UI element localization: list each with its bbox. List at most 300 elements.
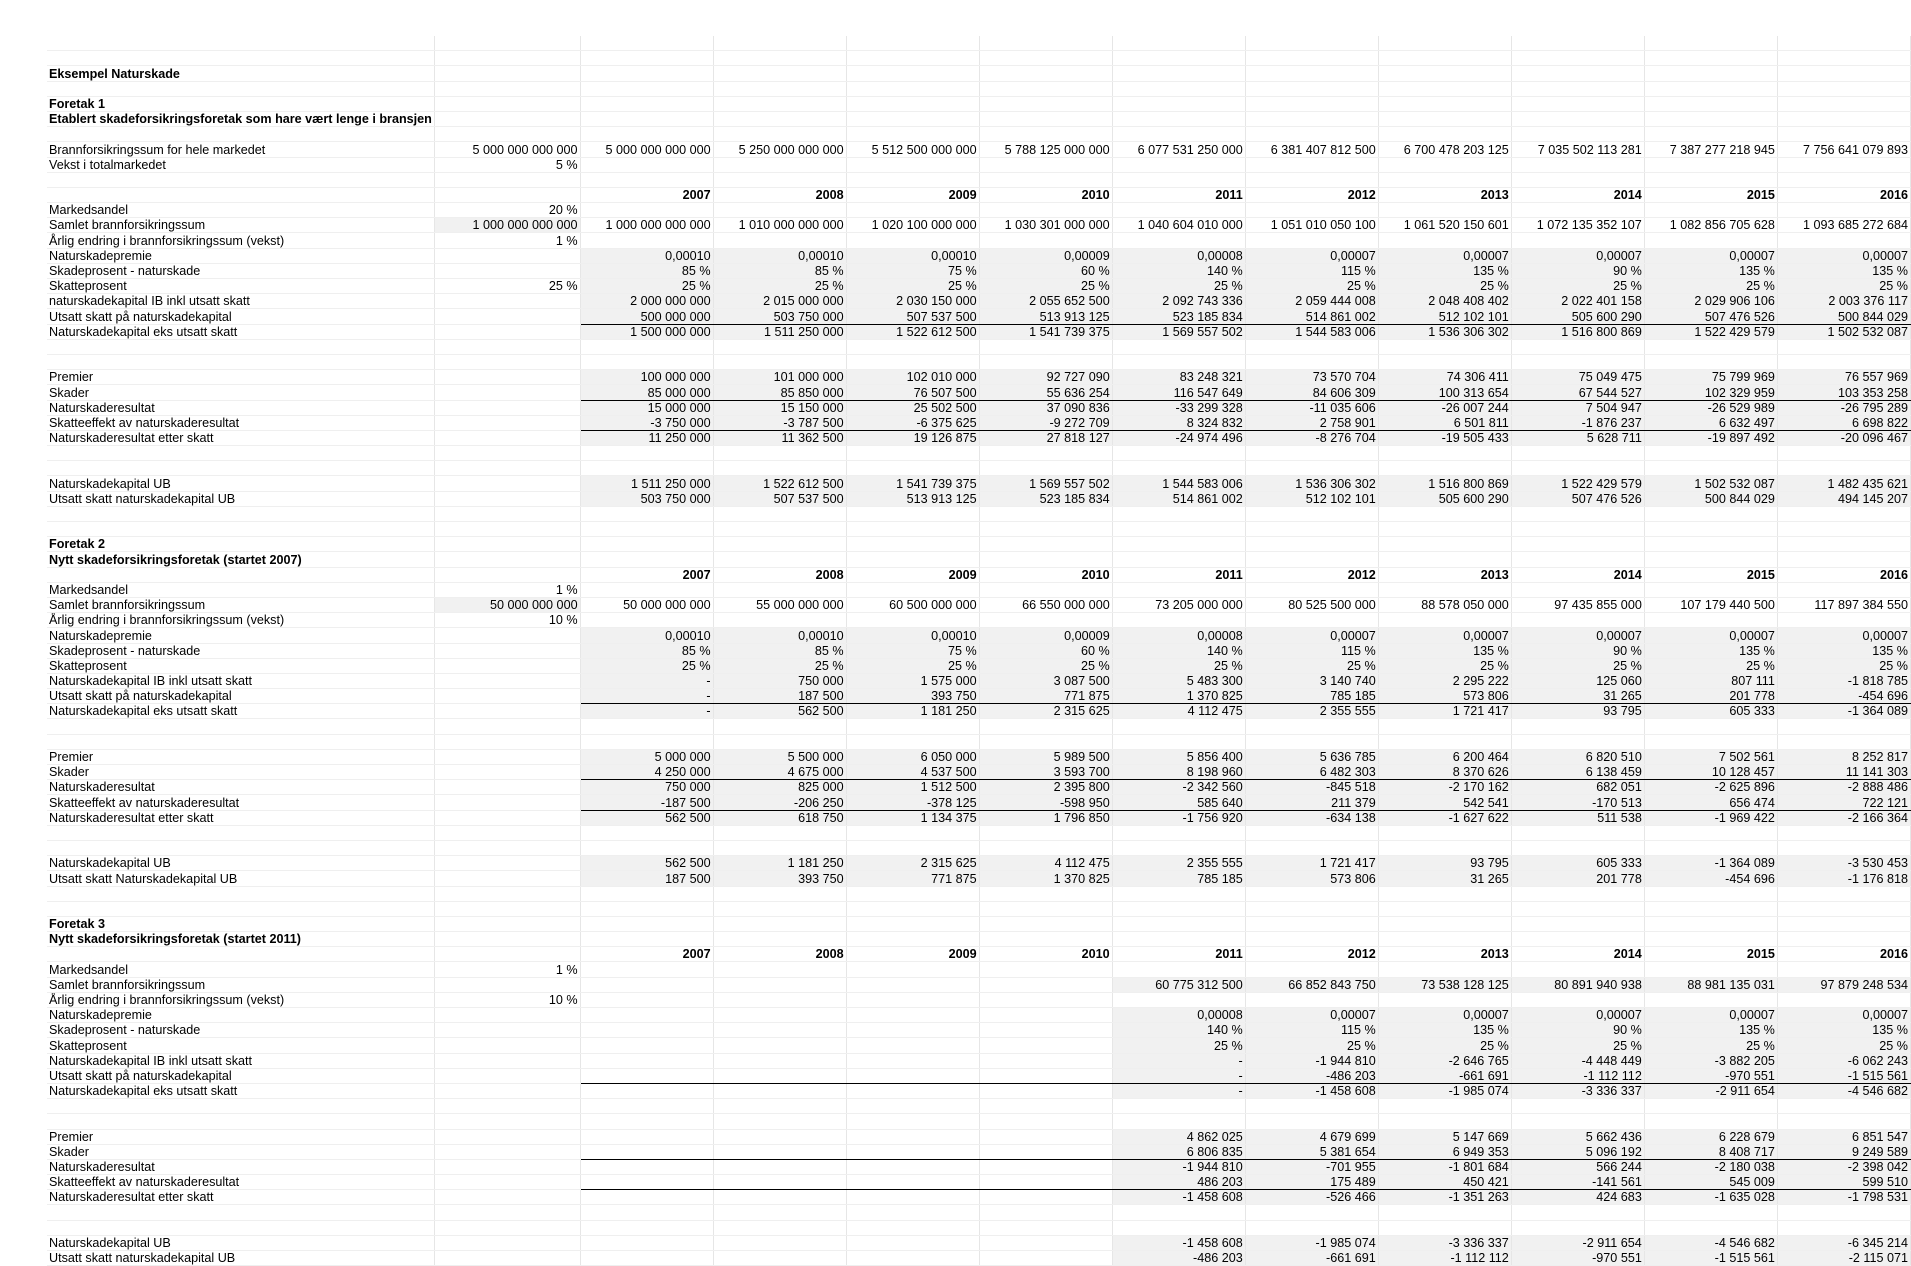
cell[interactable] <box>1112 1099 1245 1114</box>
foretak1-skader-2016[interactable]: 103 353 258 <box>1777 385 1910 400</box>
cell[interactable] <box>846 1205 979 1220</box>
cell[interactable] <box>1644 901 1777 916</box>
cell[interactable] <box>1644 127 1777 142</box>
cell[interactable] <box>1777 461 1910 476</box>
cell[interactable] <box>1511 932 1644 947</box>
foretak2-resultat-2011[interactable]: -2 342 560 <box>1112 780 1245 795</box>
foretak2-premier-2008[interactable]: 5 500 000 <box>713 749 846 764</box>
foretak1-skadeprosent-2010[interactable]: 60 % <box>979 263 1112 278</box>
cell[interactable] <box>47 947 434 962</box>
cell[interactable] <box>1112 825 1245 840</box>
foretak1-samlet-2011[interactable]: 1 040 604 010 000 <box>1112 218 1245 233</box>
foretak2-skatteeffekt-2012[interactable]: 211 379 <box>1245 795 1378 810</box>
cell[interactable] <box>47 825 434 840</box>
cell[interactable] <box>1644 446 1777 461</box>
cell[interactable] <box>1245 36 1378 51</box>
foretak2-skatteeffekt-2010[interactable]: -598 950 <box>979 795 1112 810</box>
cell[interactable] <box>713 886 846 901</box>
foretak2-markedsandel-label[interactable]: Markedsandel <box>47 582 434 597</box>
foretak1-ub-2010[interactable]: 1 569 557 502 <box>979 476 1112 491</box>
cell[interactable] <box>434 1114 580 1129</box>
foretak3-etter-2010[interactable] <box>979 1190 1112 1205</box>
foretak1-premier-2013[interactable]: 74 306 411 <box>1378 370 1511 385</box>
foretak2-utsatt-2011[interactable]: 1 370 825 <box>1112 689 1245 704</box>
cell[interactable] <box>1511 825 1644 840</box>
foretak3-skader-2009[interactable] <box>846 1144 979 1159</box>
foretak2-eks-2007[interactable]: - <box>580 704 713 719</box>
foretak3-skader-2013[interactable]: 6 949 353 <box>1378 1144 1511 1159</box>
cell[interactable] <box>1511 901 1644 916</box>
cell[interactable] <box>979 51 1112 66</box>
cell[interactable] <box>1777 886 1910 901</box>
year-2016[interactable]: 2016 <box>1777 947 1910 962</box>
foretak2-premier-2015[interactable]: 7 502 561 <box>1644 749 1777 764</box>
foretak3-skatteeffekt-2007[interactable] <box>580 1175 713 1190</box>
foretak1-samlet-2012[interactable]: 1 051 010 050 100 <box>1245 218 1378 233</box>
foretak2-skadeprosent-param[interactable] <box>434 643 580 658</box>
cell[interactable] <box>1112 339 1245 354</box>
cell[interactable] <box>846 81 979 96</box>
foretak1-utsatt-2007[interactable]: 500 000 000 <box>580 309 713 324</box>
foretak2-resultat-2014[interactable]: 682 051 <box>1511 780 1644 795</box>
cell[interactable] <box>580 203 713 218</box>
foretak2-ib_inkl-2013[interactable]: 2 295 222 <box>1378 673 1511 688</box>
foretak3-skader-2010[interactable] <box>979 1144 1112 1159</box>
foretak3-premie_sats-2008[interactable] <box>713 1008 846 1023</box>
foretak3-ub-param[interactable] <box>434 1235 580 1250</box>
year-2016[interactable]: 2016 <box>1777 567 1910 582</box>
cell[interactable] <box>1378 537 1511 552</box>
foretak2-eks-2016[interactable]: -1 364 089 <box>1777 704 1910 719</box>
cell[interactable] <box>47 81 434 96</box>
foretak1-skader-2008[interactable]: 85 850 000 <box>713 385 846 400</box>
cell[interactable] <box>846 461 979 476</box>
foretak1-samlet-2007[interactable]: 1 000 000 000 000 <box>580 218 713 233</box>
foretak2-ib_inkl-2015[interactable]: 807 111 <box>1644 673 1777 688</box>
cell[interactable] <box>434 51 580 66</box>
cell[interactable] <box>1644 66 1777 81</box>
cell[interactable] <box>1644 1114 1777 1129</box>
cell[interactable] <box>434 187 580 202</box>
cell[interactable] <box>1644 96 1777 111</box>
foretak2-ub-2014[interactable]: 605 333 <box>1511 856 1644 871</box>
foretak3-skadeprosent-label[interactable]: Skadeprosent - naturskade <box>47 1023 434 1038</box>
foretak3-skader-param[interactable] <box>434 1144 580 1159</box>
foretak3-skatteeffekt-2014[interactable]: -141 561 <box>1511 1175 1644 1190</box>
cell[interactable] <box>434 734 580 749</box>
foretak2-resultat-label[interactable]: Naturskaderesultat <box>47 780 434 795</box>
cell[interactable] <box>713 157 846 172</box>
foretak2-utsatt-2013[interactable]: 573 806 <box>1378 689 1511 704</box>
foretak3-skatteeffekt-2008[interactable] <box>713 1175 846 1190</box>
cell[interactable] <box>434 916 580 931</box>
foretak2-skatteprosent-2016[interactable]: 25 % <box>1777 658 1910 673</box>
foretak2-skadeprosent-2012[interactable]: 115 % <box>1245 643 1378 658</box>
cell[interactable] <box>846 1114 979 1129</box>
cell[interactable] <box>434 825 580 840</box>
cell[interactable] <box>1777 825 1910 840</box>
foretak3-ub-2007[interactable] <box>580 1235 713 1250</box>
foretak1-utsatt_ub-2013[interactable]: 505 600 290 <box>1378 491 1511 506</box>
cell[interactable] <box>713 111 846 126</box>
cell[interactable] <box>713 506 846 521</box>
foretak1-skatteprosent-2007[interactable]: 25 % <box>580 279 713 294</box>
cell[interactable] <box>1777 613 1910 628</box>
cell[interactable] <box>434 1205 580 1220</box>
cell[interactable] <box>1112 157 1245 172</box>
cell[interactable] <box>47 840 434 855</box>
foretak2-resultat-2013[interactable]: -2 170 162 <box>1378 780 1511 795</box>
cell[interactable] <box>580 81 713 96</box>
cell[interactable] <box>1245 719 1378 734</box>
foretak2-ub-2010[interactable]: 4 112 475 <box>979 856 1112 871</box>
foretak3-resultat-2014[interactable]: 566 244 <box>1511 1159 1644 1174</box>
foretak1-eks-2013[interactable]: 1 536 306 302 <box>1378 324 1511 339</box>
foretak2-premier-label[interactable]: Premier <box>47 749 434 764</box>
foretak1-skadeprosent-2007[interactable]: 85 % <box>580 263 713 278</box>
cell[interactable] <box>580 734 713 749</box>
cell[interactable] <box>580 1099 713 1114</box>
cell[interactable] <box>580 96 713 111</box>
cell[interactable] <box>580 582 713 597</box>
foretak3-skatteprosent-2016[interactable]: 25 % <box>1777 1038 1910 1053</box>
cell[interactable] <box>846 172 979 187</box>
foretak1-skadeprosent-2012[interactable]: 115 % <box>1245 263 1378 278</box>
cell[interactable] <box>1511 734 1644 749</box>
cell[interactable] <box>580 613 713 628</box>
cell[interactable] <box>580 1205 713 1220</box>
cell[interactable] <box>1245 1099 1378 1114</box>
foretak3-utsatt_ub-2009[interactable] <box>846 1251 979 1266</box>
foretak3-resultat-2009[interactable] <box>846 1159 979 1174</box>
cell[interactable] <box>1777 537 1910 552</box>
foretak1-skatteprosent-2012[interactable]: 25 % <box>1245 279 1378 294</box>
foretak2-utsatt-param[interactable] <box>434 689 580 704</box>
foretak3-resultat-label[interactable]: Naturskaderesultat <box>47 1159 434 1174</box>
foretak1-utsatt_ub-param[interactable] <box>434 491 580 506</box>
cell[interactable] <box>1644 1099 1777 1114</box>
foretak1-etter-2008[interactable]: 11 362 500 <box>713 430 846 445</box>
cell[interactable] <box>1511 233 1644 248</box>
cell[interactable] <box>979 461 1112 476</box>
foretak1-skader-param[interactable] <box>434 385 580 400</box>
foretak1-skatteprosent-2013[interactable]: 25 % <box>1378 279 1511 294</box>
foretak2-samlet-2012[interactable]: 80 525 500 000 <box>1245 597 1378 612</box>
cell[interactable] <box>713 962 846 977</box>
cell[interactable] <box>713 51 846 66</box>
foretak1-skatteprosent-2008[interactable]: 25 % <box>713 279 846 294</box>
cell[interactable] <box>1777 111 1910 126</box>
cell[interactable] <box>434 522 580 537</box>
cell[interactable] <box>1378 886 1511 901</box>
foretak3-utsatt-2007[interactable] <box>580 1068 713 1083</box>
cell[interactable] <box>979 1205 1112 1220</box>
foretak2-skatteprosent-2011[interactable]: 25 % <box>1112 658 1245 673</box>
foretak1-samlet-2016[interactable]: 1 093 685 272 684 <box>1777 218 1910 233</box>
cell[interactable] <box>846 992 979 1007</box>
cell[interactable] <box>47 51 434 66</box>
cell[interactable] <box>846 719 979 734</box>
foretak2-skatteeffekt-2013[interactable]: 542 541 <box>1378 795 1511 810</box>
foretak1-premie_sats-2011[interactable]: 0,00008 <box>1112 248 1245 263</box>
foretak2-resultat-2007[interactable]: 750 000 <box>580 780 713 795</box>
foretak3-ub-2008[interactable] <box>713 1235 846 1250</box>
cell[interactable] <box>979 537 1112 552</box>
cell[interactable] <box>846 734 979 749</box>
foretak2-premie_sats-param[interactable] <box>434 628 580 643</box>
cell[interactable] <box>1378 461 1511 476</box>
foretak2-skatteeffekt-2015[interactable]: 656 474 <box>1644 795 1777 810</box>
cell[interactable] <box>1378 582 1511 597</box>
cell[interactable] <box>1777 506 1910 521</box>
foretak1-etter-2010[interactable]: 27 818 127 <box>979 430 1112 445</box>
foretak1-utsatt_ub-2009[interactable]: 513 913 125 <box>846 491 979 506</box>
foretak3-ib_inkl-label[interactable]: Naturskadekapital IB inkl utsatt skatt <box>47 1053 434 1068</box>
foretak2-etter-param[interactable] <box>434 810 580 825</box>
foretak1-ib_inkl-2015[interactable]: 2 029 906 106 <box>1644 294 1777 309</box>
foretak1-skatteprosent-2015[interactable]: 25 % <box>1644 279 1777 294</box>
foretak3-premie_sats-2011[interactable]: 0,00008 <box>1112 1008 1245 1023</box>
foretak3-samlet-2014[interactable]: 80 891 940 938 <box>1511 977 1644 992</box>
foretak2-skatteeffekt-2009[interactable]: -378 125 <box>846 795 979 810</box>
cell[interactable] <box>1245 446 1378 461</box>
foretak2-skatteeffekt-2007[interactable]: -187 500 <box>580 795 713 810</box>
foretak2-resultat-2015[interactable]: -2 625 896 <box>1644 780 1777 795</box>
cell[interactable] <box>580 51 713 66</box>
cell[interactable] <box>1378 962 1511 977</box>
cell[interactable] <box>1644 172 1777 187</box>
cell[interactable] <box>1511 522 1644 537</box>
foretak3-ib_inkl-2012[interactable]: -1 944 810 <box>1245 1053 1378 1068</box>
cell[interactable] <box>47 506 434 521</box>
foretak3-samlet-2009[interactable] <box>846 977 979 992</box>
cell[interactable] <box>1378 111 1511 126</box>
cell[interactable] <box>580 522 713 537</box>
foretak1-skatteeffekt-2007[interactable]: -3 750 000 <box>580 415 713 430</box>
foretak1-samlet-2013[interactable]: 1 061 520 150 601 <box>1378 218 1511 233</box>
foretak3-resultat-2013[interactable]: -1 801 684 <box>1378 1159 1511 1174</box>
foretak3-skatteprosent-2007[interactable] <box>580 1038 713 1053</box>
cell[interactable] <box>846 840 979 855</box>
foretak3-ib_inkl-2007[interactable] <box>580 1053 713 1068</box>
foretak3-samlet-label[interactable]: Samlet brannforsikringssum <box>47 977 434 992</box>
foretak2-utsatt_ub-2007[interactable]: 187 500 <box>580 871 713 886</box>
foretak1-utsatt-2016[interactable]: 500 844 029 <box>1777 309 1910 324</box>
foretak1-resultat-2010[interactable]: 37 090 836 <box>979 400 1112 415</box>
cell[interactable] <box>1378 840 1511 855</box>
foretak2-ib_inkl-2008[interactable]: 750 000 <box>713 673 846 688</box>
cell[interactable] <box>47 1099 434 1114</box>
foretak3-premie_sats-2014[interactable]: 0,00007 <box>1511 1008 1644 1023</box>
cell[interactable] <box>1245 992 1378 1007</box>
foretak3-skatteprosent-2009[interactable] <box>846 1038 979 1053</box>
foretak3-eks-2009[interactable] <box>846 1083 979 1098</box>
cell[interactable] <box>434 947 580 962</box>
cell[interactable] <box>979 552 1112 567</box>
cell[interactable] <box>1511 613 1644 628</box>
foretak1-ub-2015[interactable]: 1 502 532 087 <box>1644 476 1777 491</box>
foretak2-etter-2012[interactable]: -634 138 <box>1245 810 1378 825</box>
foretak3-skatteeffekt-2012[interactable]: 175 489 <box>1245 1175 1378 1190</box>
foretak2-etter-label[interactable]: Naturskaderesultat etter skatt <box>47 810 434 825</box>
foretak1-eks-2009[interactable]: 1 522 612 500 <box>846 324 979 339</box>
foretak1-resultat-label[interactable]: Naturskaderesultat <box>47 400 434 415</box>
foretak3-ub-2012[interactable]: -1 985 074 <box>1245 1235 1378 1250</box>
cell[interactable] <box>580 886 713 901</box>
foretak3-skadeprosent-2012[interactable]: 115 % <box>1245 1023 1378 1038</box>
foretak3-resultat-param[interactable] <box>434 1159 580 1174</box>
cell[interactable] <box>1378 719 1511 734</box>
foretak1-utsatt-2012[interactable]: 514 861 002 <box>1245 309 1378 324</box>
cell[interactable] <box>1112 36 1245 51</box>
foretak2-resultat-2016[interactable]: -2 888 486 <box>1777 780 1910 795</box>
cell[interactable] <box>1378 51 1511 66</box>
cell[interactable] <box>1511 1205 1644 1220</box>
foretak3-etter-2015[interactable]: -1 635 028 <box>1644 1190 1777 1205</box>
foretak1-samlet-2014[interactable]: 1 072 135 352 107 <box>1511 218 1644 233</box>
foretak2-ib_inkl-2012[interactable]: 3 140 740 <box>1245 673 1378 688</box>
foretak2-resultat-2009[interactable]: 1 512 500 <box>846 780 979 795</box>
foretak2-eks-2012[interactable]: 2 355 555 <box>1245 704 1378 719</box>
cell[interactable] <box>979 825 1112 840</box>
foretak2-utsatt-2012[interactable]: 785 185 <box>1245 689 1378 704</box>
foretak3-utsatt_ub-2011[interactable]: -486 203 <box>1112 1251 1245 1266</box>
foretak3-premier-2009[interactable] <box>846 1129 979 1144</box>
foretak2-premier-2011[interactable]: 5 856 400 <box>1112 749 1245 764</box>
foretak2-eks-2015[interactable]: 605 333 <box>1644 704 1777 719</box>
cell[interactable] <box>979 522 1112 537</box>
foretak3-utsatt_ub-2010[interactable] <box>979 1251 1112 1266</box>
foretak3-ib_inkl-2013[interactable]: -2 646 765 <box>1378 1053 1511 1068</box>
foretak3-premier-2011[interactable]: 4 862 025 <box>1112 1129 1245 1144</box>
market-sum-5[interactable]: 6 077 531 250 000 <box>1112 142 1245 157</box>
cell[interactable] <box>979 613 1112 628</box>
foretak1-ib_inkl-2009[interactable]: 2 030 150 000 <box>846 294 979 309</box>
foretak3-etter-label[interactable]: Naturskaderesultat etter skatt <box>47 1190 434 1205</box>
cell[interactable] <box>1777 552 1910 567</box>
foretak3-skader-2015[interactable]: 8 408 717 <box>1644 1144 1777 1159</box>
foretak1-etter-2009[interactable]: 19 126 875 <box>846 430 979 445</box>
foretak3-ub-2009[interactable] <box>846 1235 979 1250</box>
foretak3-eks-2016[interactable]: -4 546 682 <box>1777 1083 1910 1098</box>
cell[interactable] <box>1245 734 1378 749</box>
cell[interactable] <box>1112 446 1245 461</box>
foretak3-premier-label[interactable]: Premier <box>47 1129 434 1144</box>
foretak2-utsatt-2008[interactable]: 187 500 <box>713 689 846 704</box>
cell[interactable] <box>1112 51 1245 66</box>
foretak2-premie_sats-2013[interactable]: 0,00007 <box>1378 628 1511 643</box>
year-2015[interactable]: 2015 <box>1644 567 1777 582</box>
foretak1-eks-2012[interactable]: 1 544 583 006 <box>1245 324 1378 339</box>
foretak3-eks-2014[interactable]: -3 336 337 <box>1511 1083 1644 1098</box>
foretak1-skatteprosent-2016[interactable]: 25 % <box>1777 279 1910 294</box>
year-2008[interactable]: 2008 <box>713 187 846 202</box>
cell[interactable] <box>1378 339 1511 354</box>
foretak2-skatteeffekt-2014[interactable]: -170 513 <box>1511 795 1644 810</box>
foretak1-ib_inkl-label[interactable]: naturskadekapital IB inkl utsatt skatt <box>47 294 434 309</box>
cell[interactable] <box>1511 1114 1644 1129</box>
cell[interactable] <box>1511 203 1644 218</box>
foretak1-skatteprosent-2014[interactable]: 25 % <box>1511 279 1644 294</box>
foretak2-samlet-2011[interactable]: 73 205 000 000 <box>1112 597 1245 612</box>
foretak1-premie_sats-2015[interactable]: 0,00007 <box>1644 248 1777 263</box>
foretak2-eks-2009[interactable]: 1 181 250 <box>846 704 979 719</box>
foretak1-premier-2007[interactable]: 100 000 000 <box>580 370 713 385</box>
foretak1-premier-param[interactable] <box>434 370 580 385</box>
foretak2-eks-2011[interactable]: 4 112 475 <box>1112 704 1245 719</box>
foretak1-utsatt-2009[interactable]: 507 537 500 <box>846 309 979 324</box>
foretak3-resultat-2016[interactable]: -2 398 042 <box>1777 1159 1910 1174</box>
foretak2-resultat-2012[interactable]: -845 518 <box>1245 780 1378 795</box>
cell[interactable] <box>1777 127 1910 142</box>
cell[interactable] <box>1511 157 1644 172</box>
foretak2-skader-2007[interactable]: 4 250 000 <box>580 765 713 780</box>
cell[interactable] <box>580 339 713 354</box>
foretak1-skatteeffekt-2016[interactable]: 6 698 822 <box>1777 415 1910 430</box>
cell[interactable] <box>979 446 1112 461</box>
foretak1-etter-2013[interactable]: -19 505 433 <box>1378 430 1511 445</box>
foretak3-etter-2008[interactable] <box>713 1190 846 1205</box>
cell[interactable] <box>846 582 979 597</box>
foretak3-samlet-2011[interactable]: 60 775 312 500 <box>1112 977 1245 992</box>
foretak3-resultat-2011[interactable]: -1 944 810 <box>1112 1159 1245 1174</box>
foretak3-utsatt-2010[interactable] <box>979 1068 1112 1083</box>
foretak3-ub-2011[interactable]: -1 458 608 <box>1112 1235 1245 1250</box>
cell[interactable] <box>979 1099 1112 1114</box>
cell[interactable] <box>979 840 1112 855</box>
foretak1-utsatt-2014[interactable]: 505 600 290 <box>1511 309 1644 324</box>
cell[interactable] <box>1777 1099 1910 1114</box>
foretak3-ub-2015[interactable]: -4 546 682 <box>1644 1235 1777 1250</box>
foretak2-samlet-2010[interactable]: 66 550 000 000 <box>979 597 1112 612</box>
cell[interactable] <box>1112 719 1245 734</box>
foretak2-eks-2014[interactable]: 93 795 <box>1511 704 1644 719</box>
foretak3-ub-2010[interactable] <box>979 1235 1112 1250</box>
cell[interactable] <box>1245 552 1378 567</box>
year-2013[interactable]: 2013 <box>1378 567 1511 582</box>
cell[interactable] <box>1245 537 1378 552</box>
cell[interactable] <box>846 613 979 628</box>
cell[interactable] <box>1112 1114 1245 1129</box>
cell[interactable] <box>1378 932 1511 947</box>
foretak1-skader-2014[interactable]: 67 544 527 <box>1511 385 1644 400</box>
cell[interactable] <box>434 840 580 855</box>
cell[interactable] <box>1378 992 1511 1007</box>
cell[interactable] <box>846 36 979 51</box>
cell[interactable] <box>47 172 434 187</box>
foretak3-premier-2015[interactable]: 6 228 679 <box>1644 1129 1777 1144</box>
market-sum-2[interactable]: 5 250 000 000 000 <box>713 142 846 157</box>
foretak3-premie_sats-2013[interactable]: 0,00007 <box>1378 1008 1511 1023</box>
foretak2-premie_sats-2016[interactable]: 0,00007 <box>1777 628 1910 643</box>
foretak3-skatteeffekt-2015[interactable]: 545 009 <box>1644 1175 1777 1190</box>
cell[interactable] <box>979 127 1112 142</box>
foretak1-samlet-2015[interactable]: 1 082 856 705 628 <box>1644 218 1777 233</box>
foretak2-skader-2015[interactable]: 10 128 457 <box>1644 765 1777 780</box>
cell[interactable] <box>1511 461 1644 476</box>
cell[interactable] <box>434 111 580 126</box>
foretak1-skader-2012[interactable]: 84 606 309 <box>1245 385 1378 400</box>
foretak2-ib_inkl-2009[interactable]: 1 575 000 <box>846 673 979 688</box>
cell[interactable] <box>1777 840 1910 855</box>
foretak2-skader-2014[interactable]: 6 138 459 <box>1511 765 1644 780</box>
foretak3-skadeprosent-2016[interactable]: 135 % <box>1777 1023 1910 1038</box>
foretak1-markedsandel-value[interactable]: 20 % <box>434 203 580 218</box>
cell[interactable] <box>846 506 979 521</box>
foretak2-premier-2007[interactable]: 5 000 000 <box>580 749 713 764</box>
cell[interactable] <box>1112 127 1245 142</box>
cell[interactable] <box>713 1099 846 1114</box>
